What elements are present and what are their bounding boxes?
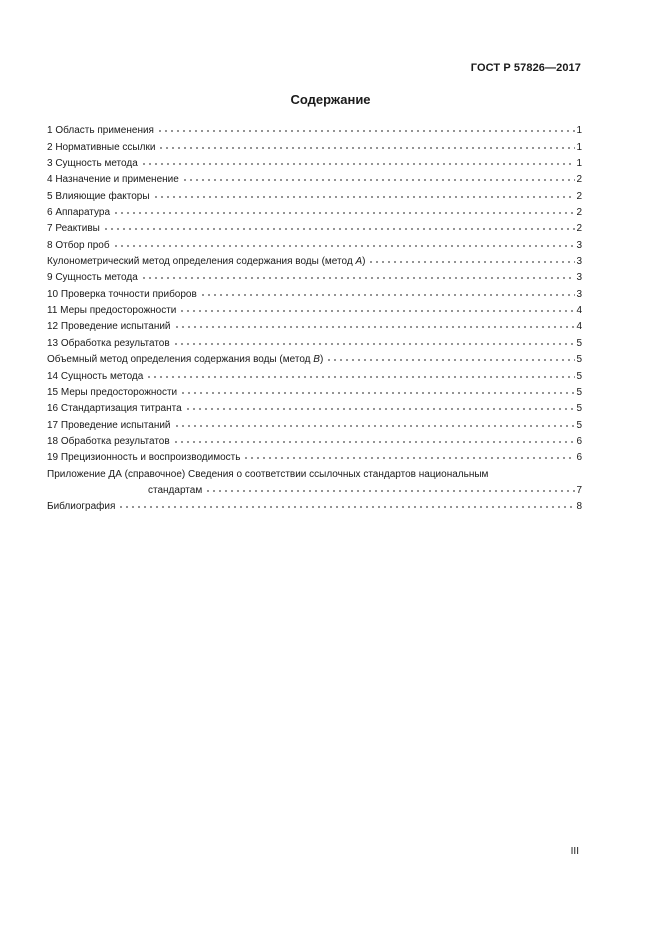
toc-entry-page: 4 — [576, 321, 582, 333]
toc-entry[interactable] — [47, 234, 582, 250]
toc-entry-page: 3 — [576, 272, 582, 284]
toc-entry-label: Библиография — [47, 501, 116, 513]
dot-leader — [153, 190, 576, 200]
dot-leader — [174, 419, 576, 429]
dot-leader — [141, 271, 576, 281]
toc-entry-label: Объемный метод определения содержания воды (метод В) — [47, 354, 324, 366]
dot-leader — [113, 206, 575, 216]
toc-entry-label: 12 Проведение испытаний — [47, 321, 171, 333]
toc-entry-label: 15 Меры предосторожности — [47, 386, 178, 398]
toc-entry[interactable] — [47, 202, 582, 218]
toc-entry-label: стандартам — [148, 484, 203, 496]
toc-entry[interactable] — [47, 300, 582, 316]
toc-entry-label: 6 Аппаратура — [47, 207, 111, 219]
toc-entry-label: 10 Проверка точности приборов — [47, 288, 197, 300]
toc-entry[interactable] — [47, 251, 582, 267]
dot-leader — [179, 304, 575, 314]
toc-entry-label: 14 Сущность метода — [47, 370, 144, 382]
dot-leader — [173, 435, 576, 445]
toc-entry[interactable] — [47, 120, 582, 136]
toc-entry-page: 5 — [576, 386, 582, 398]
dot-leader — [180, 386, 575, 396]
toc-entry-label: 4 Назначение и применение — [47, 174, 179, 186]
toc-entry-label: 9 Сущность метода — [47, 272, 138, 284]
toc-entry-label: 3 Сущность метода — [47, 158, 138, 170]
dot-leader — [200, 288, 576, 298]
table-of-contents — [47, 120, 582, 512]
toc-entry[interactable] — [47, 267, 582, 283]
toc-entry[interactable] — [47, 153, 582, 169]
document-code: ГОСТ Р 57826—2017 — [470, 62, 581, 74]
dot-leader — [368, 255, 575, 265]
toc-entry[interactable] — [47, 283, 582, 299]
toc-entry-page: 6 — [576, 452, 582, 464]
toc-entry-page: 5 — [576, 419, 582, 431]
toc-entry-page: 2 — [576, 174, 582, 186]
toc-entry-page: 5 — [576, 354, 582, 366]
toc-entry[interactable] — [47, 218, 582, 234]
toc-entry[interactable] — [47, 447, 582, 463]
dot-leader — [158, 141, 575, 151]
toc-entry-page: 5 — [576, 370, 582, 382]
dot-leader — [118, 500, 575, 510]
toc-entry-appendix-line2[interactable] — [47, 480, 582, 496]
toc-entry-label: Приложение ДА (справочное) Сведения о соответствии ссылочных стандартов национальным — [47, 468, 489, 480]
toc-entry[interactable] — [47, 332, 582, 348]
dot-leader — [173, 337, 576, 347]
page-number: III — [570, 846, 579, 857]
toc-entry-label: Кулонометрический метод определения содержания воды (метод А) — [47, 256, 366, 268]
toc-entry-appendix-line1[interactable] — [47, 463, 582, 479]
toc-entry[interactable] — [47, 349, 582, 365]
toc-entry[interactable] — [47, 496, 582, 512]
toc-entry-page: 4 — [576, 305, 582, 317]
toc-entry-label: 19 Прецизионность и воспроизводимость — [47, 452, 241, 464]
toc-entry[interactable] — [47, 169, 582, 185]
dot-leader — [157, 124, 575, 134]
toc-entry[interactable] — [47, 382, 582, 398]
toc-entry-page: 1 — [576, 141, 582, 153]
dot-leader — [103, 222, 576, 232]
dot-leader — [185, 402, 576, 412]
toc-entry[interactable] — [47, 398, 582, 414]
toc-entry[interactable] — [47, 365, 582, 381]
toc-entry-page: 8 — [576, 501, 582, 513]
toc-entry-page: 3 — [576, 288, 582, 300]
toc-entry-page: 2 — [576, 223, 582, 235]
dot-leader — [141, 157, 576, 167]
dot-leader — [146, 370, 575, 380]
toc-entry-page: 6 — [576, 435, 582, 447]
toc-entry-page: 2 — [576, 190, 582, 202]
dot-leader — [243, 451, 575, 461]
toc-entry-page: 5 — [576, 337, 582, 349]
toc-entry-page: 2 — [576, 207, 582, 219]
toc-entry-label: 7 Реактивы — [47, 223, 100, 235]
toc-entry[interactable] — [47, 431, 582, 447]
toc-entry-page: 5 — [576, 403, 582, 415]
dot-leader — [205, 484, 575, 494]
dot-leader — [182, 173, 576, 183]
toc-entry-label: 1 Область применения — [47, 125, 154, 137]
toc-title: Содержание — [290, 92, 371, 107]
toc-entry-label: 5 Влияющие факторы — [47, 190, 150, 202]
toc-entry-page: 1 — [576, 125, 582, 137]
toc-entry-page: 3 — [576, 239, 582, 251]
toc-entry[interactable] — [47, 316, 582, 332]
toc-entry-label: 2 Нормативные ссылки — [47, 141, 156, 153]
toc-entry-label: 13 Обработка результатов — [47, 337, 170, 349]
dot-leader — [174, 320, 576, 330]
toc-entry-label: 8 Отбор проб — [47, 239, 110, 251]
toc-entry-page: 3 — [576, 256, 582, 268]
toc-entry[interactable] — [47, 185, 582, 201]
toc-entry-label: 16 Стандартизация титранта — [47, 403, 182, 415]
toc-entry-label: 11 Меры предосторожности — [47, 305, 177, 317]
toc-entry-page: 1 — [576, 158, 582, 170]
toc-entry-page: 7 — [576, 484, 582, 496]
toc-entry-label: 17 Проведение испытаний — [47, 419, 171, 431]
toc-entry[interactable] — [47, 136, 582, 152]
dot-leader — [113, 239, 576, 249]
dot-leader — [326, 353, 575, 363]
toc-entry[interactable] — [47, 414, 582, 430]
toc-entry-label: 18 Обработка результатов — [47, 435, 170, 447]
